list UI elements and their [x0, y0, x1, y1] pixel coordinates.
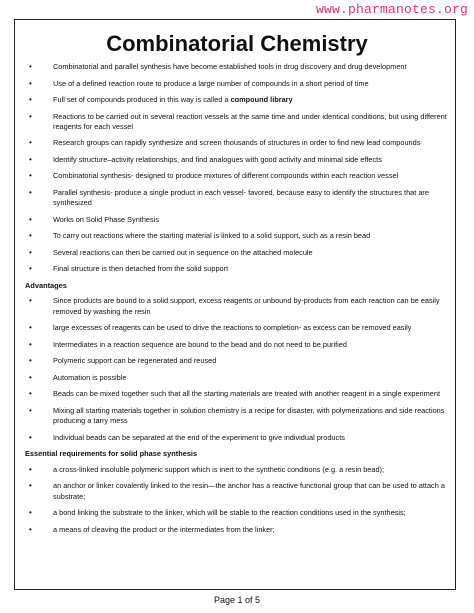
advantage-item-text: Mixing all starting materials together in solution chemistry is a recipe for disaster, with polymerizations and side reactions producing a tarry mess: [53, 405, 445, 426]
advantage-item-text: Since products are bound to a solid support, excess reagents or unbound by-products from each reaction can be easily removed by washing the resin: [53, 296, 440, 316]
intro-item-text: Combinatorial and parallel synthesis have become established tools in drug discovery and drug development: [53, 62, 407, 71]
intro-item-text: Identify structure–activity relationships, and find analogues with good activity and minimal side effects: [53, 154, 382, 164]
bullet-icon: •: [29, 138, 32, 148]
bullet-icon: •: [29, 481, 32, 491]
bullet-icon: •: [29, 111, 32, 121]
advantage-item: [25, 340, 449, 350]
advantage-item-text: Individual beads can be separated at the end of the experiment to give individual products: [53, 432, 345, 442]
intro-item-text: Works on Solid Phase Synthesis: [53, 214, 159, 224]
advantage-item: [25, 356, 449, 366]
page-title: Combinatorial Chemistry: [106, 31, 368, 56]
advantage-item: [25, 389, 449, 399]
intro-item: [25, 112, 449, 133]
bullet-icon: •: [29, 171, 32, 181]
bullet-icon: •: [29, 464, 32, 474]
bullet-icon: •: [29, 247, 32, 257]
bullet-icon: •: [29, 323, 32, 333]
advantages-list: [25, 296, 449, 443]
bullet-icon: •: [29, 339, 32, 349]
site-url[interactable]: www.pharmanotes.org: [315, 2, 468, 17]
requirement-item: [25, 465, 449, 475]
intro-item-text: Several reactions can then be carried out in sequence on the attached molecule: [53, 247, 313, 257]
requirement-item-text: a bond linking the substrate to the linker, which will be stable to the reaction conditions used in the synthesis;: [53, 508, 406, 518]
requirements-heading: Essential requirements for solid phase synthesis: [25, 449, 198, 459]
intro-item: [25, 62, 449, 72]
intro-item: [25, 231, 449, 241]
bullet-icon: •: [29, 187, 32, 197]
requirement-item-text: a means of cleaving the product or the intermediates from the linker;: [53, 524, 275, 534]
intro-item: [25, 95, 449, 105]
advantage-item: [25, 433, 449, 443]
advantages-heading: Advantages: [25, 280, 67, 290]
bullet-icon: •: [29, 372, 32, 382]
intro-item: [25, 79, 449, 89]
advantage-item-text: large excesses of reagents can be used to drive the reactions to completion- as excess can be removed easily: [53, 323, 412, 333]
bullet-icon: •: [29, 78, 32, 88]
bullet-icon: •: [29, 389, 32, 399]
advantage-item: [25, 323, 449, 333]
advantage-item-text: Intermediates in a reaction sequence are bound to the bead and do not need to be purified: [53, 339, 347, 349]
bullet-icon: •: [29, 356, 32, 366]
intro-item: [25, 138, 449, 148]
requirement-item-text: an anchor or linker covalently linked to the resin—the anchor has a reactive functional group that can be used to attach a substrate;: [53, 481, 445, 501]
requirement-item: [25, 508, 449, 518]
bullet-icon: •: [29, 405, 32, 415]
intro-item: [25, 264, 449, 274]
compound-library-term: compound library: [230, 95, 293, 104]
advantage-item-text: Beads can be mixed together such that all the starting materials are treated with another reagent in a single experiment: [53, 389, 440, 399]
intro-item-text: Reactions to be carried out in several reaction vessels at the same time and under identical conditions, but using different reagents for each vessel: [53, 111, 447, 131]
bullet-icon: •: [29, 432, 32, 442]
advantage-item: [25, 406, 449, 427]
intro-item-text: Research groups can rapidly synthesize and screen thousands of structures in order to find new lead compounds: [53, 138, 421, 148]
intro-item-text: Use of a defined reaction route to produce a large number of compounds in a short period of time: [53, 78, 369, 88]
bullet-icon: •: [29, 214, 32, 224]
requirement-item: [25, 481, 449, 502]
bullet-icon: •: [29, 296, 32, 306]
intro-list: [25, 62, 449, 275]
intro-item: [25, 215, 449, 225]
intro-item-text: Final structure is then detached from the solid support: [53, 264, 229, 274]
page-content: [25, 62, 449, 541]
bullet-icon: •: [29, 62, 32, 71]
bullet-icon: •: [29, 264, 32, 274]
page-footer: Page 1 of 5: [213, 595, 261, 605]
requirements-list: [25, 465, 449, 535]
intro-item: [25, 155, 449, 165]
intro-item: [25, 248, 449, 258]
bullet-icon: •: [29, 524, 32, 534]
bullet-icon: •: [29, 508, 32, 518]
intro-item-text: Full set of compounds produced in this way is called a: [53, 95, 229, 104]
requirement-item-text: a cross-linked insoluble polymeric support which is inert to the synthetic conditions (e.g. a resin bead);: [53, 464, 385, 474]
intro-item-text: To carry out reactions where the starting material is linked to a solid support, such as a resin bead: [53, 231, 371, 241]
advantage-item: [25, 373, 449, 383]
bullet-icon: •: [29, 154, 32, 164]
advantage-item-text: Automation is possible: [53, 372, 127, 382]
bullet-icon: •: [29, 95, 32, 104]
intro-item-text: Combinatorial synthesis- designed to produce mixtures of different compounds within each reaction vessel: [53, 171, 399, 181]
advantage-item: [25, 296, 449, 317]
bullet-icon: •: [29, 231, 32, 241]
requirement-item: [25, 525, 449, 535]
advantage-item-text: Polymeric support can be regenerated and reused: [53, 356, 217, 366]
intro-item-text: Parallel synthesis- produce a single product in each vessel- favored, because easy to identify the structures that are synthesized: [53, 187, 429, 208]
intro-item: [25, 171, 449, 181]
intro-item: [25, 188, 449, 209]
